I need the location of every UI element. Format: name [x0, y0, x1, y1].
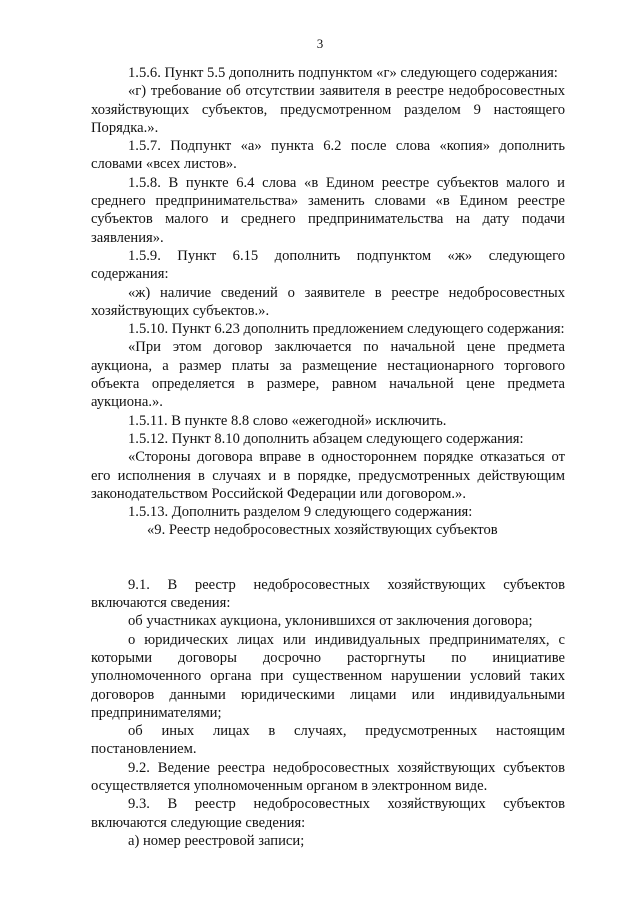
paragraph-9-3-item-a: а) номер реестровой записи;: [128, 832, 305, 849]
paragraph-1-5-9: 1.5.9. Пункт 6.15 дополнить подпунктом «ж» следующего содержания:: [91, 247, 565, 283]
paragraph-1-5-10: 1.5.10. Пункт 6.23 дополнить предложением следующего содержания:: [128, 321, 565, 338]
paragraph-9-1: 9.1. В реестр недобросовестных хозяйствующих субъектов включаются сведения:: [91, 576, 565, 612]
paragraph-1-5-12: 1.5.12. Пункт 8.10 дополнить абзацем следующего содержания:: [128, 430, 524, 447]
paragraph-8-10-addition: «Стороны договора вправе в одностороннем порядке отказаться от его исполнения в случаях и в порядке, предусмотренных действующим законодательством Российской Федерации или договором.».: [91, 449, 565, 502]
paragraph-1-5-11: 1.5.11. В пункте 8.8 слово «ежегодной» исключить.: [128, 412, 447, 429]
paragraph-1-5-6: 1.5.6. Пункт 5.5 дополнить подпунктом «г» следующего содержания:: [128, 65, 558, 81]
paragraph-1-5-7: 1.5.7. Подпункт «а» пункта 6.2 после слова «копия» дополнить словами «всех листов».: [91, 138, 565, 173]
paragraph-subitem-g: «г) требование об отсутствии заявителя в реестре недобросовестных хозяйствующих субъектов, предусмотренном разделом 9 настоящего Порядка.».: [91, 83, 565, 136]
document-body: [91, 64, 565, 850]
paragraph-9-1-item-auction: об участниках аукциона, уклонившихся от заключения договора;: [128, 613, 533, 630]
paragraph-subitem-zh: «ж) наличие сведений о заявителе в реестре недобросовестных хозяйствующих субъектов.».: [91, 284, 565, 319]
paragraph-9-1-item-legal-entities: о юридических лицах или индивидуальных предпринимателях, с которыми договоры досрочно расторгнуты по инициативе уполномоченного органа при существенном нарушении условий таких договоров данными юридическими лицами или индивидуальными предпринимателями;: [91, 631, 565, 721]
paragraph-9-2: 9.2. Ведение реестра недобросовестных хозяйствующих субъектов осуществляется уполномоченным органом в электронном виде.: [91, 759, 565, 794]
paragraph-1-5-8: 1.5.8. В пункте 6.4 слова «в Едином реестре субъектов малого и среднего предпринимательства» заменить словами «в Едином реестре субъектов малого и среднего предпринимательства на дату подачи заявления».: [91, 174, 565, 246]
section-9-heading: «9. Реестр недобросовестных хозяйствующих субъектов: [147, 522, 498, 539]
page-number: 3: [316, 36, 324, 51]
paragraph-9-1-item-other: об иных лицах в случаях, предусмотренных настоящим постановлением.: [91, 723, 565, 758]
paragraph-1-5-13: 1.5.13. Дополнить разделом 9 следующего содержания:: [128, 504, 473, 521]
paragraph-6-23-addition: «При этом договор заключается по начальной цене предмета аукциона, а размер платы за размещение нестационарного торгового объекта определяется в размере, равном начальной цене предмета аукциона.».: [91, 339, 565, 411]
paragraph-9-3: 9.3. В реестр недобросовестных хозяйствующих субъектов включаются следующие сведения:: [91, 796, 565, 831]
